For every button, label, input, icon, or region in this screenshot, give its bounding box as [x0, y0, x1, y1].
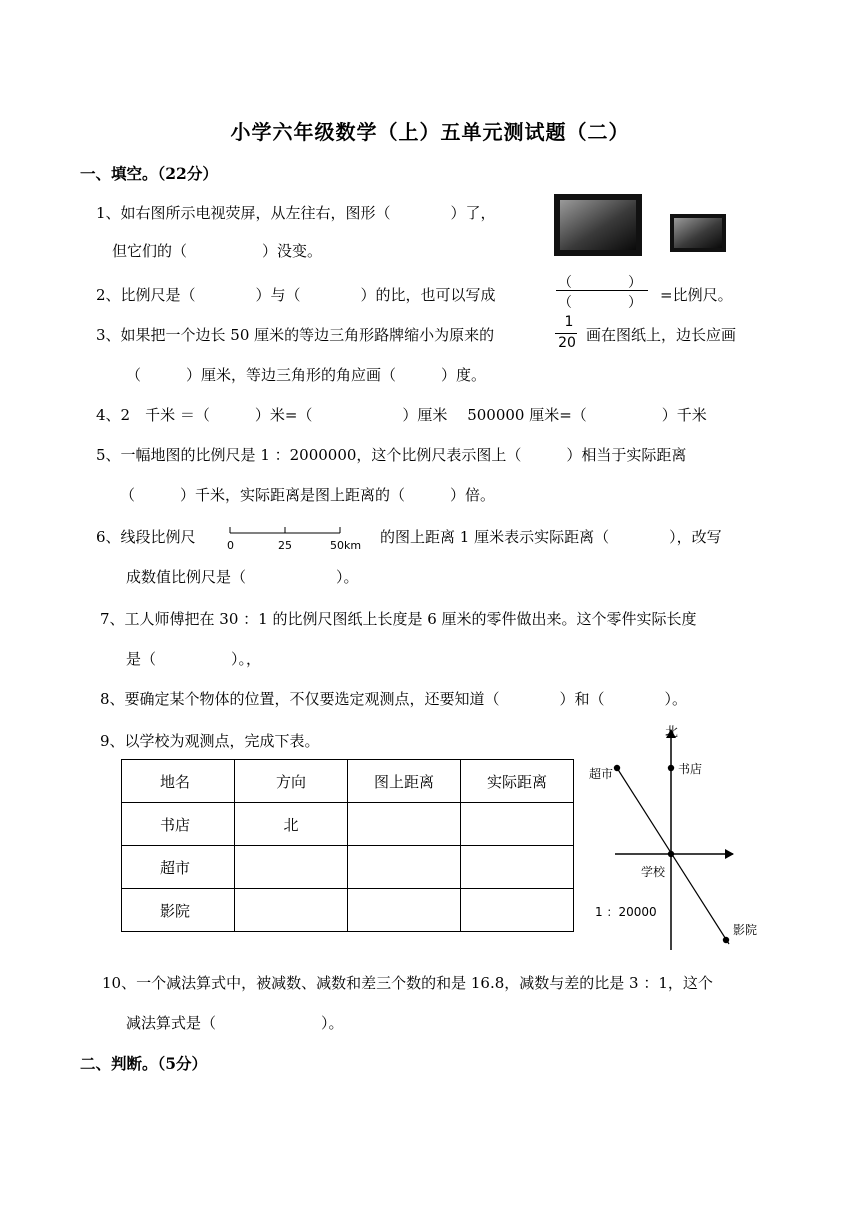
question-3-line1-tail: 画在图纸上，边长应画: [586, 326, 737, 344]
table-cell[interactable]: [348, 803, 461, 846]
table-cell: 影院: [122, 889, 235, 932]
tv-screens-figure: [550, 190, 740, 260]
map-supermarket-label: 超市: [589, 767, 614, 781]
question-2-text: 2、比例尺是（ ）与（ ）的比，也可以写成: [96, 286, 496, 304]
question-4-text: 4、2 千米 ＝（ ）米=（ ）厘米 500000 厘米=（ ）千米: [96, 406, 707, 424]
question-10-line2: 减法算式是（ ）。: [126, 1014, 344, 1032]
question-3-line1: 3、如果把一个边长 50 厘米的等边三角形路牌缩小为原来的: [96, 326, 495, 344]
table-cell[interactable]: [461, 846, 574, 889]
question-1-line1: 1、如右图所示电视荧屏，从左往右，图形（ ）了，: [96, 204, 496, 222]
question-6-line2: 成数值比例尺是（ ）。: [126, 568, 359, 586]
map-scale-label: 1 ：20000: [595, 905, 657, 919]
table-cell: 超市: [122, 846, 235, 889]
page-title: 小学六年级数学（上）五单元测试题（二）: [230, 120, 630, 144]
q2-suffix: =比例尺。: [660, 286, 733, 304]
scale-label-0: 0: [227, 539, 234, 552]
table-header-actual-distance: 实际距离: [461, 760, 574, 803]
tv-screen-small: [670, 214, 726, 252]
question-6-prefix: 6、线段比例尺: [96, 528, 196, 546]
q3-fraction-bar: [555, 333, 577, 334]
table-cell[interactable]: [461, 889, 574, 932]
table-cell[interactable]: [348, 846, 461, 889]
question-10-line1: 10、一个减法算式中，被减数、减数和差三个数的和是 16.8，减数与差的比是 3 ：1，这个: [102, 974, 713, 992]
segment-scale-bar: [224, 522, 374, 554]
bookstore-point: [668, 765, 674, 771]
location-table: [121, 759, 574, 932]
table-header-place: 地名: [122, 760, 235, 803]
section-heading-fill: 一、填空。（22分）: [80, 164, 218, 183]
location-map: [585, 718, 775, 958]
table-row: [122, 846, 574, 889]
supermarket-point: [614, 765, 620, 771]
question-7-line1: 7、工人师傅把在 30 ：1 的比例尺图纸上长度是 6 厘米的零件做出来。这个零件实际长度: [100, 610, 697, 628]
section-heading-judge: 二、判断。（5分）: [80, 1054, 208, 1073]
question-7-line2: 是（ ）。，: [126, 650, 262, 668]
scale-label-50km: 50km: [330, 539, 362, 552]
q2-fraction-bar: [556, 290, 648, 291]
table-header-direction: 方向: [235, 760, 348, 803]
map-bookstore-label: 书店: [678, 762, 703, 776]
q3-fraction-numerator: 1: [564, 314, 574, 330]
question-3-line2: （ ）厘米，等边三角形的角应画（ ）度。: [126, 366, 487, 384]
table-cell[interactable]: [235, 846, 348, 889]
question-5-line1: 5、一幅地图的比例尺是 1 ：2000000，这个比例尺表示图上（ ）相当于实际距离: [96, 446, 687, 464]
map-north-label: 北: [665, 725, 679, 740]
table-cell: 书店: [122, 803, 235, 846]
map-school-label: 学校: [641, 865, 666, 879]
school-point: [668, 851, 674, 857]
q2-fraction-top: （ ）: [558, 275, 642, 291]
table-cell[interactable]: [348, 889, 461, 932]
question-5-line2: （ ）千米，实际距离是图上距离的（ ）倍。: [120, 486, 496, 504]
table-row: [122, 889, 574, 932]
cinema-point: [723, 937, 729, 943]
table-cell[interactable]: [235, 889, 348, 932]
table-cell[interactable]: [461, 803, 574, 846]
question-6-suffix: 的图上距离 1 厘米表示实际距离（ ），改写: [380, 528, 722, 546]
map-cinema-label: 影院: [733, 923, 758, 937]
table-header-row: [122, 760, 574, 803]
question-9-text: 9、以学校为观测点，完成下表。: [100, 732, 320, 750]
question-8-text: 8、要确定某个物体的位置，不仅要选定观测点，还要知道（ ）和（ ）。: [100, 690, 688, 708]
q2-fraction-bottom: （ ）: [558, 295, 642, 311]
q3-fraction-denominator: 20: [558, 335, 576, 351]
table-row: [122, 803, 574, 846]
question-1-line2: 但它们的（ ）没变。: [112, 242, 323, 260]
scale-label-25: 25: [278, 539, 292, 552]
tv-screen-large: [554, 194, 642, 256]
table-header-map-distance: 图上距离: [348, 760, 461, 803]
table-cell[interactable]: 北: [235, 803, 348, 846]
